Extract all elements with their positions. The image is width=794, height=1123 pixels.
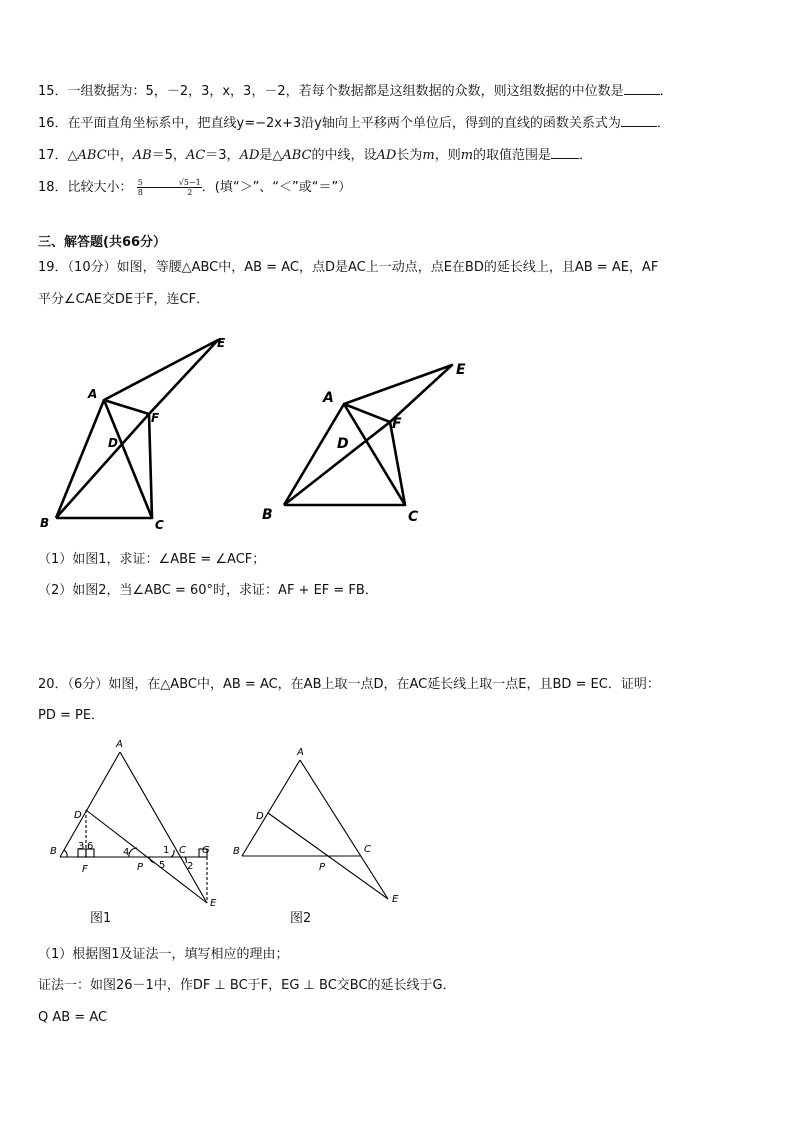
q20-fig2-side-ab bbox=[242, 760, 300, 856]
question-19-sub1: （1）如图1，求证：∠ABE = ∠ACF； bbox=[38, 552, 266, 567]
q19-fig2-label-e: E bbox=[456, 362, 466, 378]
question-20-proof-line1: 证法一：如图26－1中，作DF ⊥ BC于F，EG ⊥ BC交BC的延长线于G． bbox=[38, 978, 456, 993]
q20-fig2-label-p: P bbox=[319, 862, 326, 873]
q20-fig1-angle-4: 4 bbox=[123, 847, 130, 858]
q20-fig1-angle-2: 2 bbox=[187, 861, 194, 872]
question-20-line1: 20．（6分）如图，在△ABC中，AB = AC，在AB上取一点D，在AC延长线上取一点E，且BD = EC．证明： bbox=[38, 677, 660, 692]
q20-fig1-angle-1: 1 bbox=[163, 845, 170, 856]
answer-blank bbox=[624, 82, 660, 95]
q20-fig1-angle-arc-b bbox=[64, 850, 67, 857]
q19-fig1-label-a: A bbox=[88, 387, 98, 401]
section-heading: 三、解答题(共66分） bbox=[38, 235, 167, 250]
q20-fig2-side-ae bbox=[300, 760, 388, 899]
q20-fig2-label-d: D bbox=[256, 811, 264, 822]
q20-fig2-label-e: E bbox=[392, 894, 399, 905]
q20-fig2-label-a: A bbox=[297, 747, 304, 758]
q20-figure-1-caption: 图1 bbox=[90, 911, 112, 926]
q20-fig2-label-c: C bbox=[364, 844, 371, 855]
fraction-root5-minus1-over2: $\frac{√5-1}{2}$ bbox=[178, 178, 201, 197]
q19-fig1-label-c: C bbox=[155, 518, 164, 532]
question-20-sub1: （1）根据图1及证法一，填写相应的理由； bbox=[38, 947, 289, 962]
q20-figure-2 bbox=[230, 740, 410, 910]
q19-fig1-label-e: E bbox=[217, 336, 226, 350]
q19-fig2-label-f: F bbox=[392, 416, 402, 432]
compare-blank bbox=[144, 187, 178, 188]
q20-fig1-side-ae bbox=[120, 752, 207, 903]
q19-fig1-label-d: D bbox=[108, 436, 118, 450]
q19-fig1-label-f: F bbox=[151, 411, 160, 425]
q20-fig1-label-c: C bbox=[179, 845, 186, 856]
question-17: 17．△ABC中，AB＝5，AC＝3，AD是△ABC的中线，设AD长为m，则m的取值范围是 ． bbox=[38, 148, 593, 163]
q20-fig1-label-d: D bbox=[74, 810, 82, 821]
q20-fig1-angle-3: 3 bbox=[78, 841, 85, 852]
q19-fig1-segment-bf bbox=[56, 414, 149, 518]
q20-fig1-angle-6: 6 bbox=[87, 841, 94, 852]
q20-fig1-angle-arc-4 bbox=[129, 848, 137, 857]
q19-fig1-label-b: B bbox=[40, 516, 50, 530]
q20-figure-2-caption: 图2 bbox=[290, 911, 312, 926]
q19-figure-1 bbox=[30, 330, 250, 535]
question-19-sub2: （2）如图2，当∠ABC = 60°时，求证：AF + EF = FB． bbox=[38, 583, 378, 598]
q19-fig2-segment-bf bbox=[284, 422, 390, 505]
q20-fig1-angle-5: 5 bbox=[159, 860, 166, 871]
q19-fig2-label-c: C bbox=[408, 509, 419, 525]
q20-fig1-label-e: E bbox=[210, 898, 217, 909]
q20-fig2-label-b: B bbox=[233, 846, 240, 857]
question-19-line2: 平分∠CAE交DE于F，连CF． bbox=[38, 292, 210, 307]
q20-fig1-label-p: P bbox=[137, 862, 144, 873]
question-18: 18．比较大小： $\frac{5}{8}$ $\frac{√5-1}{2}$ ．(填“＞”、“＜”或“＝”） bbox=[38, 178, 352, 197]
question-19-line1: 19．（10分）如图，等腰△ABC中，AB = AC，点D是AC上一动点，点E在BD的延长线上，且AB = AE，AF bbox=[38, 260, 659, 275]
question-15: 15．一组数据为：5，－2，3，x，3，－2，若每个数据都是这组数据的众数，则这组数据的中位数是 ． bbox=[38, 84, 673, 99]
fraction-five-eighths: $\frac{5}{8}$ bbox=[137, 178, 143, 197]
question-20-line2: PD = PE． bbox=[38, 708, 105, 723]
answer-blank bbox=[551, 146, 579, 159]
q20-fig1-angle-arc-1 bbox=[171, 850, 174, 857]
q20-fig1-label-b: B bbox=[50, 846, 57, 857]
q19-fig2-label-b: B bbox=[262, 507, 273, 523]
q20-fig1-label-g: G bbox=[202, 845, 210, 856]
answer-blank bbox=[621, 114, 657, 127]
q20-figure-1 bbox=[45, 735, 230, 915]
question-16: 16．在平面直角坐标系中，把直线y=−2x+3沿y轴向上平移两个单位后，得到的直线的函数关系式为 ． bbox=[38, 116, 670, 131]
question-20-proof-line2: Q AB = AC bbox=[38, 1010, 108, 1025]
q20-fig1-label-a: A bbox=[116, 739, 123, 750]
q19-fig2-label-d: D bbox=[337, 436, 349, 452]
q19-fig2-label-a: A bbox=[323, 390, 334, 406]
q19-figure-2 bbox=[255, 355, 485, 530]
q20-fig1-label-f: F bbox=[82, 864, 88, 875]
q19-fig1-segment-af bbox=[104, 400, 149, 414]
